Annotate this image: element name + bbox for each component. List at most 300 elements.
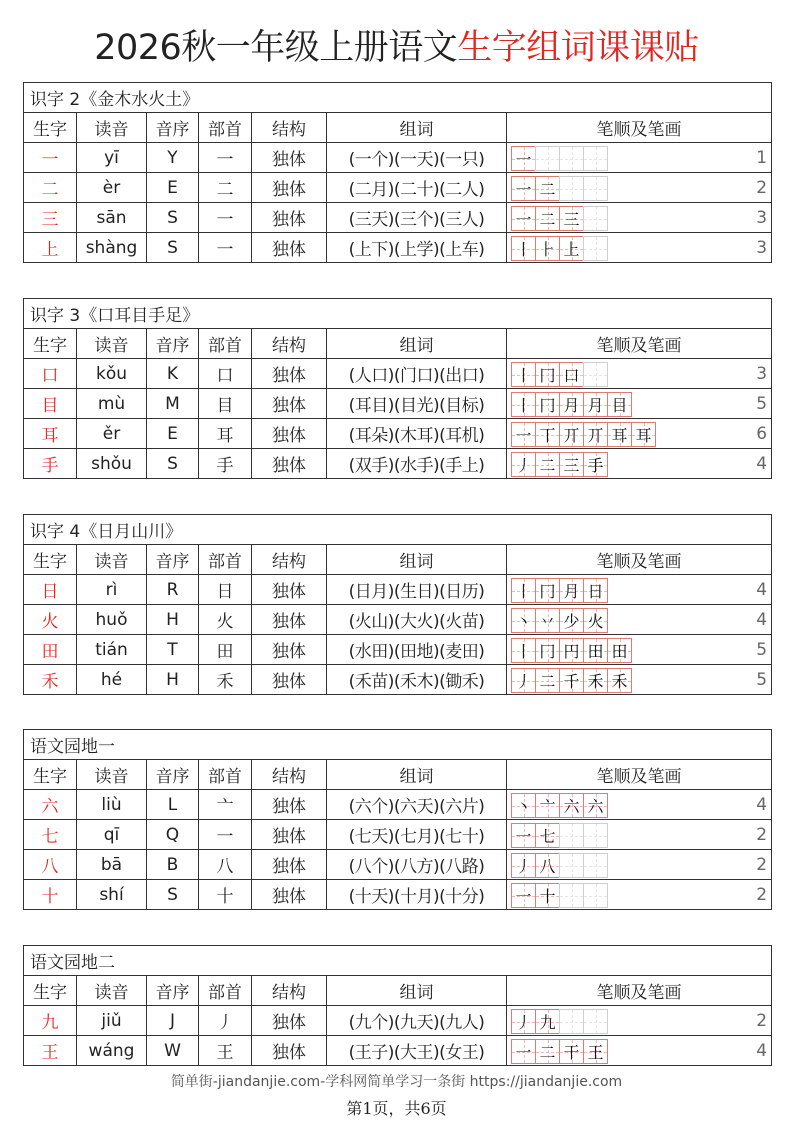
table-row xyxy=(24,820,772,850)
structure-cell: 独体 xyxy=(252,790,327,820)
header-pinyin: 读音 xyxy=(77,545,147,575)
stroke-grid xyxy=(511,1009,608,1034)
section-title-row xyxy=(24,299,772,329)
structure-cell: 独体 xyxy=(252,419,327,449)
stroke-step-glyph: 丷 xyxy=(539,612,556,631)
structure-cell: 独体 xyxy=(252,1006,327,1036)
header-pinyin: 读音 xyxy=(77,113,147,143)
stroke-step xyxy=(559,823,584,848)
stroke-step xyxy=(511,853,536,878)
table-row xyxy=(24,665,772,695)
stroke-step xyxy=(535,362,560,387)
stroke-step-glyph: 丌 xyxy=(587,426,604,445)
words-cell: (日月)(生日)(日历) xyxy=(327,575,507,605)
char-cell: 六 xyxy=(24,790,77,820)
words-cell: (九个)(九天)(九人) xyxy=(327,1006,507,1036)
stroke-step-glyph: 丿 xyxy=(515,672,532,691)
stroke-step-glyph: 一 xyxy=(515,150,532,169)
stroke-step xyxy=(583,452,608,477)
stroke-step xyxy=(511,668,536,693)
header-row xyxy=(24,545,772,575)
stroke-count: 5 xyxy=(756,640,768,660)
stroke-grid xyxy=(511,422,656,447)
stroke-step-glyph: 一 xyxy=(515,827,532,846)
radical-cell: 手 xyxy=(199,449,252,479)
order-cell: K xyxy=(147,359,199,389)
stroke-step-glyph: 王 xyxy=(587,1043,604,1062)
header-row xyxy=(24,760,772,790)
header-pinyin: 读音 xyxy=(77,329,147,359)
pinyin-cell: shí xyxy=(77,880,147,910)
stroke-grid xyxy=(511,206,608,231)
stroke-step-glyph: 千 xyxy=(563,672,580,691)
stroke-step xyxy=(535,793,560,818)
stroke-count: 5 xyxy=(756,670,768,690)
section-title: 语文园地一 xyxy=(24,730,772,760)
stroke-order-cell xyxy=(507,790,772,820)
stroke-step-glyph: 一 xyxy=(515,1043,532,1062)
stroke-step-glyph: 一 xyxy=(515,426,532,445)
char-cell: 十 xyxy=(24,880,77,910)
radical-cell: 耳 xyxy=(199,419,252,449)
order-cell: S xyxy=(147,233,199,263)
stroke-count: 1 xyxy=(756,148,768,168)
radical-cell: 火 xyxy=(199,605,252,635)
stroke-count: 5 xyxy=(756,394,768,414)
header-char: 生字 xyxy=(24,976,77,1006)
radical-cell: 一 xyxy=(199,233,252,263)
words-cell: (三天)(三个)(三人) xyxy=(327,203,507,233)
stroke-step-glyph: 丅 xyxy=(539,426,556,445)
stroke-count: 2 xyxy=(756,178,768,198)
section-title-row xyxy=(24,946,772,976)
header-strokes: 笔顺及笔画 xyxy=(507,976,772,1006)
stroke-step xyxy=(583,176,608,201)
stroke-step xyxy=(559,1009,584,1034)
structure-cell: 独体 xyxy=(252,143,327,173)
pinyin-cell: wáng xyxy=(77,1036,147,1066)
stroke-step xyxy=(583,422,608,447)
stroke-order-cell xyxy=(507,449,772,479)
words-cell: (王子)(大王)(女王) xyxy=(327,1036,507,1066)
stroke-count: 4 xyxy=(756,1041,768,1061)
stroke-step-glyph: 円 xyxy=(563,642,580,661)
stroke-step xyxy=(511,578,536,603)
char-cell: 日 xyxy=(24,575,77,605)
stroke-step xyxy=(583,883,608,908)
header-structure: 结构 xyxy=(252,329,327,359)
radical-cell: 口 xyxy=(199,359,252,389)
radical-cell: 一 xyxy=(199,820,252,850)
section-title: 语文园地二 xyxy=(24,946,772,976)
stroke-step xyxy=(559,236,584,261)
stroke-step-glyph: 一 xyxy=(515,887,532,906)
stroke-step-glyph: 三 xyxy=(563,456,580,475)
stroke-count: 2 xyxy=(756,1011,768,1031)
stroke-step-glyph: 火 xyxy=(587,612,604,631)
structure-cell: 独体 xyxy=(252,605,327,635)
header-row xyxy=(24,113,772,143)
stroke-step xyxy=(583,638,608,663)
stroke-count: 2 xyxy=(756,825,768,845)
section-title-row xyxy=(24,83,772,113)
stroke-step-glyph: 少 xyxy=(563,612,580,631)
char-cell: 八 xyxy=(24,850,77,880)
words-cell: (七天)(七月)(七十) xyxy=(327,820,507,850)
stroke-step xyxy=(511,452,536,477)
stroke-step xyxy=(559,883,584,908)
table-row xyxy=(24,233,772,263)
stroke-step xyxy=(607,638,632,663)
header-radical: 部首 xyxy=(199,976,252,1006)
stroke-count: 4 xyxy=(756,454,768,474)
pinyin-cell: mù xyxy=(77,389,147,419)
header-row xyxy=(24,976,772,1006)
stroke-step xyxy=(535,1009,560,1034)
words-cell: (二月)(二十)(二人) xyxy=(327,173,507,203)
title-highlight: 生字组词课课贴 xyxy=(457,28,699,68)
char-cell: 田 xyxy=(24,635,77,665)
pinyin-cell: yī xyxy=(77,143,147,173)
stroke-step-glyph: 亠 xyxy=(539,797,556,816)
stroke-step-glyph: 二 xyxy=(539,1043,556,1062)
stroke-step xyxy=(511,236,536,261)
table-row xyxy=(24,173,772,203)
header-row xyxy=(24,329,772,359)
pinyin-cell: jiǔ xyxy=(77,1006,147,1036)
header-radical: 部首 xyxy=(199,113,252,143)
stroke-grid xyxy=(511,236,608,261)
header-words: 组词 xyxy=(327,545,507,575)
structure-cell: 独体 xyxy=(252,665,327,695)
stroke-step xyxy=(511,883,536,908)
stroke-step xyxy=(583,823,608,848)
radical-cell: 一 xyxy=(199,203,252,233)
stroke-step xyxy=(559,452,584,477)
radical-cell: 十 xyxy=(199,880,252,910)
stroke-step-glyph: 干 xyxy=(563,1043,580,1062)
pinyin-cell: èr xyxy=(77,173,147,203)
structure-cell: 独体 xyxy=(252,1036,327,1066)
stroke-step xyxy=(559,578,584,603)
structure-cell: 独体 xyxy=(252,233,327,263)
structure-cell: 独体 xyxy=(252,173,327,203)
stroke-step xyxy=(559,422,584,447)
stroke-step-glyph: 一 xyxy=(515,210,532,229)
stroke-step xyxy=(583,1039,608,1064)
pinyin-cell: sān xyxy=(77,203,147,233)
words-cell: (上下)(上学)(上车) xyxy=(327,233,507,263)
header-strokes: 笔顺及笔画 xyxy=(507,113,772,143)
table-row xyxy=(24,635,772,665)
stroke-grid xyxy=(511,452,608,477)
source-footer: 简单街-jiandanjie.com-学科网简单学习一条街 https://jiandanjie.com xyxy=(170,1074,623,1090)
stroke-grid xyxy=(511,1039,608,1064)
words-cell: (耳朵)(木耳)(耳机) xyxy=(327,419,507,449)
radical-cell: 目 xyxy=(199,389,252,419)
stroke-count: 3 xyxy=(756,208,768,228)
words-cell: (十天)(十月)(十分) xyxy=(327,880,507,910)
stroke-step-glyph: 丶 xyxy=(515,612,532,631)
words-cell: (禾苗)(禾木)(锄禾) xyxy=(327,665,507,695)
order-cell: S xyxy=(147,880,199,910)
stroke-step xyxy=(535,392,560,417)
stroke-step-glyph: 丿 xyxy=(515,857,532,876)
stroke-order-cell xyxy=(507,605,772,635)
stroke-order-cell xyxy=(507,233,772,263)
stroke-order-cell xyxy=(507,880,772,910)
stroke-grid xyxy=(511,638,632,663)
stroke-step-glyph: 月 xyxy=(563,582,580,601)
stroke-step xyxy=(535,146,560,171)
char-cell: 一 xyxy=(24,143,77,173)
page-title xyxy=(0,24,793,72)
header-char: 生字 xyxy=(24,113,77,143)
stroke-step-glyph: 丨 xyxy=(515,240,532,259)
section-title: 识字 2《金木水火土》 xyxy=(24,83,772,113)
stroke-step xyxy=(511,176,536,201)
radical-cell: 王 xyxy=(199,1036,252,1066)
header-structure: 结构 xyxy=(252,760,327,790)
stroke-step-glyph: 丌 xyxy=(563,426,580,445)
stroke-step-glyph: 月 xyxy=(563,396,580,415)
order-cell: Y xyxy=(147,143,199,173)
pinyin-cell: shàng xyxy=(77,233,147,263)
stroke-step-glyph: 九 xyxy=(539,1013,556,1032)
header-radical: 部首 xyxy=(199,329,252,359)
stroke-step-glyph: 二 xyxy=(539,456,556,475)
section-title-row xyxy=(24,515,772,545)
stroke-step-glyph: 上 xyxy=(563,240,580,259)
stroke-step xyxy=(535,176,560,201)
words-cell: (六个)(六天)(六片) xyxy=(327,790,507,820)
order-cell: E xyxy=(147,173,199,203)
title-main: 2026秋一年级上册语文 xyxy=(94,28,458,68)
header-order: 音序 xyxy=(147,329,199,359)
pinyin-cell: qī xyxy=(77,820,147,850)
stroke-step xyxy=(583,793,608,818)
table-row xyxy=(24,1006,772,1036)
stroke-step xyxy=(535,823,560,848)
pinyin-cell: bā xyxy=(77,850,147,880)
table-row xyxy=(24,850,772,880)
stroke-step-glyph: 日 xyxy=(587,582,604,601)
structure-cell: 独体 xyxy=(252,635,327,665)
stroke-grid xyxy=(511,608,608,633)
table-row xyxy=(24,605,772,635)
table-row xyxy=(24,389,772,419)
radical-cell: 二 xyxy=(199,173,252,203)
structure-cell: 独体 xyxy=(252,820,327,850)
stroke-step xyxy=(511,146,536,171)
char-cell: 上 xyxy=(24,233,77,263)
order-cell: J xyxy=(147,1006,199,1036)
radical-cell: 丿 xyxy=(199,1006,252,1036)
stroke-step-glyph: 耳 xyxy=(611,426,628,445)
stroke-count: 3 xyxy=(756,238,768,258)
stroke-step-glyph: 丨 xyxy=(515,582,532,601)
radical-cell: 禾 xyxy=(199,665,252,695)
section-title: 识字 3《口耳目手足》 xyxy=(24,299,772,329)
char-cell: 目 xyxy=(24,389,77,419)
header-strokes: 笔顺及笔画 xyxy=(507,760,772,790)
stroke-step-glyph: 三 xyxy=(563,210,580,229)
stroke-step xyxy=(583,236,608,261)
header-pinyin: 读音 xyxy=(77,760,147,790)
stroke-step xyxy=(535,578,560,603)
stroke-grid xyxy=(511,883,608,908)
stroke-step xyxy=(535,236,560,261)
stroke-order-cell xyxy=(507,820,772,850)
stroke-order-cell xyxy=(507,359,772,389)
stroke-step xyxy=(511,608,536,633)
stroke-grid xyxy=(511,362,608,387)
stroke-step xyxy=(583,578,608,603)
stroke-step xyxy=(559,608,584,633)
stroke-count: 4 xyxy=(756,610,768,630)
stroke-step xyxy=(583,392,608,417)
stroke-step xyxy=(511,793,536,818)
stroke-step xyxy=(511,422,536,447)
structure-cell: 独体 xyxy=(252,389,327,419)
order-cell: H xyxy=(147,665,199,695)
header-radical: 部首 xyxy=(199,760,252,790)
stroke-order-cell xyxy=(507,1036,772,1066)
stroke-step xyxy=(511,823,536,848)
stroke-order-cell xyxy=(507,143,772,173)
table-row xyxy=(24,449,772,479)
stroke-step-glyph: 丨 xyxy=(515,642,532,661)
pinyin-cell: kǒu xyxy=(77,359,147,389)
stroke-step-glyph: 冂 xyxy=(539,396,556,415)
order-cell: Q xyxy=(147,820,199,850)
stroke-step xyxy=(511,1009,536,1034)
stroke-order-cell xyxy=(507,575,772,605)
stroke-count: 2 xyxy=(756,855,768,875)
stroke-step-glyph: 手 xyxy=(587,456,604,475)
radical-cell: 亠 xyxy=(199,790,252,820)
order-cell: S xyxy=(147,449,199,479)
stroke-step xyxy=(559,362,584,387)
stroke-count: 2 xyxy=(756,885,768,905)
stroke-step xyxy=(535,422,560,447)
header-structure: 结构 xyxy=(252,113,327,143)
header-char: 生字 xyxy=(24,329,77,359)
structure-cell: 独体 xyxy=(252,359,327,389)
stroke-step xyxy=(535,206,560,231)
stroke-step-glyph: 禾 xyxy=(611,672,628,691)
stroke-step-glyph: 田 xyxy=(587,642,604,661)
stroke-step xyxy=(535,638,560,663)
order-cell: H xyxy=(147,605,199,635)
stroke-order-cell xyxy=(507,665,772,695)
stroke-step-glyph: 丿 xyxy=(515,1013,532,1032)
stroke-order-cell xyxy=(507,850,772,880)
pinyin-cell: rì xyxy=(77,575,147,605)
stroke-step xyxy=(535,452,560,477)
stroke-grid xyxy=(511,392,632,417)
header-pinyin: 读音 xyxy=(77,976,147,1006)
stroke-step-glyph: 冂 xyxy=(539,582,556,601)
table-row xyxy=(24,1036,772,1066)
header-char: 生字 xyxy=(24,760,77,790)
stroke-step-glyph: ⺊ xyxy=(539,240,556,259)
stroke-step xyxy=(535,853,560,878)
stroke-step xyxy=(559,1039,584,1064)
stroke-step xyxy=(535,883,560,908)
structure-cell: 独体 xyxy=(252,575,327,605)
order-cell: E xyxy=(147,419,199,449)
structure-cell: 独体 xyxy=(252,449,327,479)
words-cell: (火山)(大火)(火苗) xyxy=(327,605,507,635)
stroke-step xyxy=(511,1039,536,1064)
words-cell: (人口)(门口)(出口) xyxy=(327,359,507,389)
stroke-order-cell xyxy=(507,635,772,665)
stroke-step-glyph: 二 xyxy=(539,672,556,691)
section-title-row xyxy=(24,730,772,760)
stroke-step-glyph: 丨 xyxy=(515,396,532,415)
section-table xyxy=(23,729,772,910)
stroke-step-glyph: 月 xyxy=(587,396,604,415)
stroke-step-glyph: 丶 xyxy=(515,797,532,816)
stroke-step-glyph: 十 xyxy=(539,887,556,906)
section-table xyxy=(23,514,772,695)
stroke-grid xyxy=(511,793,608,818)
stroke-step-glyph: 一 xyxy=(515,180,532,199)
stroke-step-glyph: 六 xyxy=(563,797,580,816)
stroke-step xyxy=(607,392,632,417)
stroke-order-cell xyxy=(507,389,772,419)
stroke-step-glyph: 目 xyxy=(611,396,628,415)
stroke-step xyxy=(559,638,584,663)
section-table xyxy=(23,82,772,263)
stroke-step xyxy=(631,422,656,447)
stroke-step xyxy=(559,793,584,818)
char-cell: 火 xyxy=(24,605,77,635)
table-row xyxy=(24,790,772,820)
stroke-grid xyxy=(511,668,632,693)
pinyin-cell: liù xyxy=(77,790,147,820)
stroke-grid xyxy=(511,823,608,848)
stroke-grid xyxy=(511,146,608,171)
stroke-order-cell xyxy=(507,203,772,233)
order-cell: R xyxy=(147,575,199,605)
stroke-order-cell xyxy=(507,173,772,203)
pinyin-cell: huǒ xyxy=(77,605,147,635)
radical-cell: 日 xyxy=(199,575,252,605)
header-order: 音序 xyxy=(147,976,199,1006)
stroke-step xyxy=(607,422,632,447)
char-cell: 禾 xyxy=(24,665,77,695)
table-row xyxy=(24,143,772,173)
stroke-step-glyph: 七 xyxy=(539,827,556,846)
pinyin-cell: tián xyxy=(77,635,147,665)
pinyin-cell: hé xyxy=(77,665,147,695)
stroke-step-glyph: 冂 xyxy=(539,642,556,661)
header-words: 组词 xyxy=(327,976,507,1006)
words-cell: (双手)(水手)(手上) xyxy=(327,449,507,479)
char-cell: 二 xyxy=(24,173,77,203)
stroke-step-glyph: 二 xyxy=(539,210,556,229)
stroke-step xyxy=(535,608,560,633)
order-cell: T xyxy=(147,635,199,665)
stroke-count: 6 xyxy=(756,424,768,444)
structure-cell: 独体 xyxy=(252,880,327,910)
stroke-order-cell xyxy=(507,419,772,449)
header-order: 音序 xyxy=(147,113,199,143)
table-row xyxy=(24,575,772,605)
structure-cell: 独体 xyxy=(252,850,327,880)
